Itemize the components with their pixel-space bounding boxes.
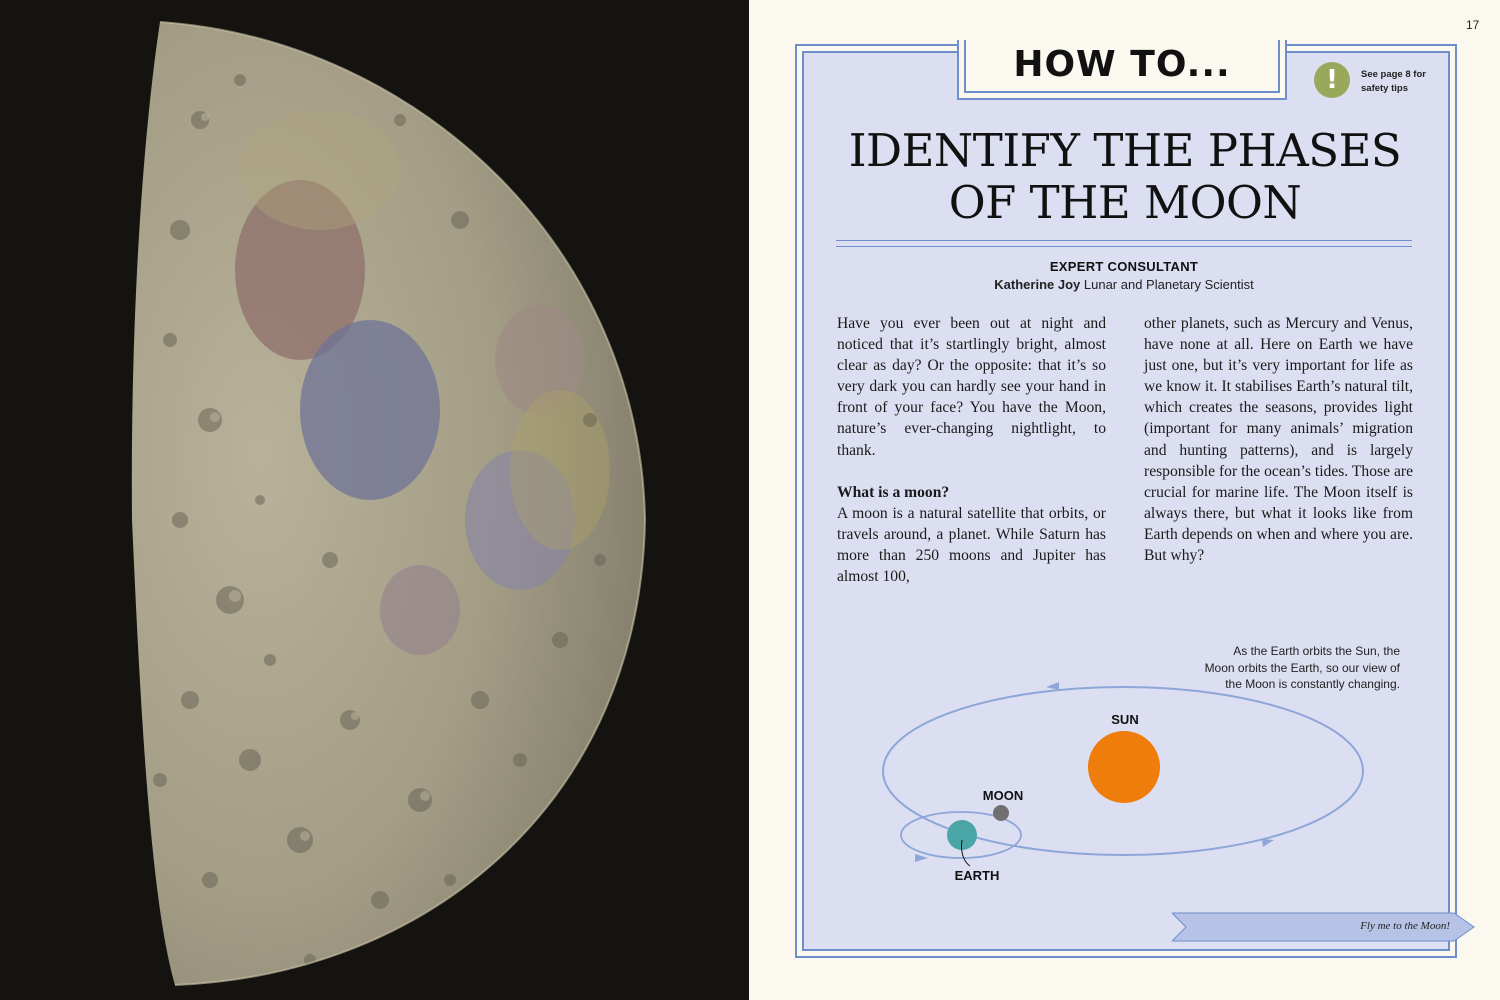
title-divider-bottom xyxy=(836,246,1412,247)
earth-label: EARTH xyxy=(954,868,1000,883)
warning-icon: ! xyxy=(1314,62,1350,98)
expert-role: Lunar and Planetary Scientist xyxy=(1083,277,1254,292)
expert-label: EXPERT CONSULTANT xyxy=(1049,259,1199,274)
earth-shape xyxy=(947,820,977,850)
moon-label: MOON xyxy=(982,788,1024,803)
expert-credit xyxy=(836,277,1412,292)
text-column-1 xyxy=(837,313,1106,587)
diagram-caption: As the Earth orbits the Sun, the Moon orbits the Earth, so our view of the Moon is constantly changing. xyxy=(1204,644,1400,691)
orbit-arrow-top xyxy=(1046,682,1059,690)
text-column-2 xyxy=(1144,313,1413,566)
page-title xyxy=(830,125,1420,229)
subheading: What is a moon? xyxy=(837,483,950,501)
body-paragraph: A moon is a natural satellite that orbits, or travels around, a planet. While Saturn has more than 250 moons and Jupiter has almost 100, xyxy=(837,504,1106,586)
safety-note: See page 8 for safety tips xyxy=(1361,69,1426,94)
moon-photo xyxy=(0,0,749,1000)
body-paragraph-continued: other planets, such as Mercury and Venus, have none at all. Here on Earth we have just one, but it’s very important for life as we know it. It stabilises Earth’s natural tilt, which creates the seasons, provides light (important for many animals’ migration and hunting patterns), and is largely responsible for the ocean’s tides. Those are crucial for marine life. The Moon itself is always there, but what it looks like from Earth depends on when and where you are. But why? xyxy=(1144,315,1413,565)
page-number: 17 xyxy=(1466,18,1480,32)
sun-shape xyxy=(1088,731,1160,803)
ribbon-text: Fly me to the Moon! xyxy=(1360,920,1450,932)
moon-shape xyxy=(993,805,1009,821)
orbit-arrow-bottom xyxy=(1262,839,1274,847)
expert-name: Katherine Joy xyxy=(994,277,1081,292)
intro-paragraph: Have you ever been out at night and noticed that it’s startlingly bright, almost clear as day? Or the opposite: that it’s so very dark you can hardly see your hand in front of your face? You have the Moon, nature’s ever-changing nightlight, to thank. xyxy=(837,315,1106,459)
howto-heading: HOW TO... xyxy=(1013,44,1231,85)
moon-orbit-arrow xyxy=(915,854,928,862)
sun-label: SUN xyxy=(1111,712,1139,727)
title-line-1: IDENTIFY THE PHASES xyxy=(848,124,1402,177)
title-divider-top xyxy=(836,240,1412,241)
orbit-diagram xyxy=(802,630,1450,890)
title-line-2: OF THE MOON xyxy=(948,176,1302,229)
moon-image xyxy=(0,0,749,1000)
